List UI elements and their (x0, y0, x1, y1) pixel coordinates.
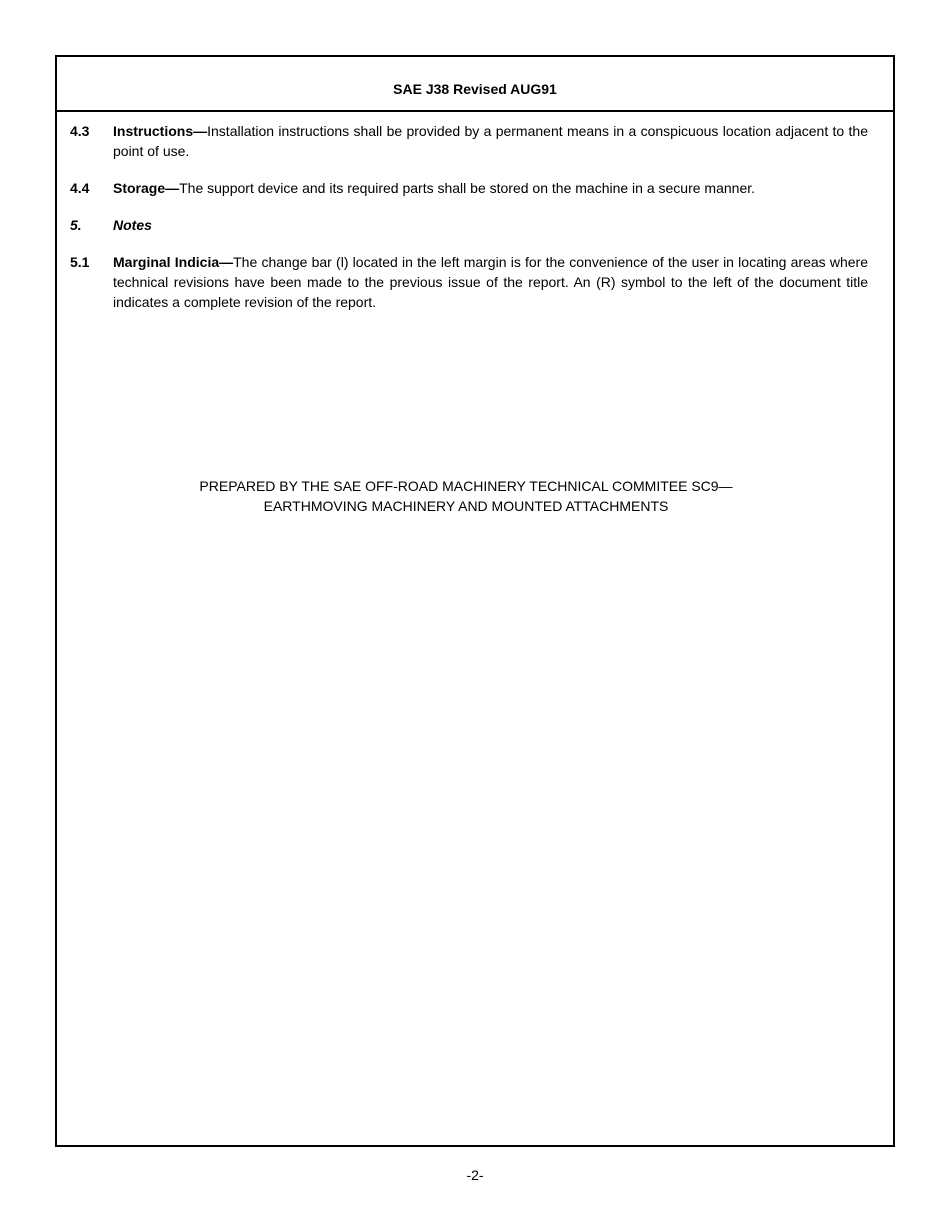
section-4-4 (70, 178, 868, 198)
document-title: SAE J38 Revised AUG91 (393, 81, 557, 97)
section-text: The change bar (l) located in the left margin is for the convenience of the user in locating areas where technical revisions have been made to the previous issue of the report. An (R) symbol to the left of the document title indicates a complete revision of the report. (113, 254, 868, 310)
section-heading: Instructions— (113, 123, 208, 139)
page-frame (55, 55, 895, 1147)
section-heading: Storage— (113, 180, 180, 196)
section-number: 4.3 (70, 123, 90, 139)
prepared-by-line-1: PREPARED BY THE SAE OFF-ROAD MACHINERY TECHNICAL COMMITEE SC9— (199, 478, 733, 494)
section-heading: Notes (113, 217, 152, 233)
document-body (70, 121, 868, 312)
section-5 (70, 215, 868, 235)
section-5-1 (70, 252, 868, 312)
prepared-by-line-2: EARTHMOVING MACHINERY AND MOUNTED ATTACHMENTS (263, 498, 669, 514)
section-number: 5.1 (70, 254, 90, 270)
section-heading: Marginal Indicia— (113, 254, 234, 270)
prepared-by-statement (57, 476, 875, 516)
section-text: Installation instructions shall be provided by a permanent means in a conspicuous location adjacent to the point of use. (113, 123, 868, 159)
page-number: -2- (466, 1167, 484, 1183)
section-number: 4.4 (70, 180, 90, 196)
section-4-3 (70, 121, 868, 161)
section-number: 5. (70, 217, 82, 233)
section-text: The support device and its required parts shall be stored on the machine in a secure manner. (179, 180, 756, 196)
document-header (57, 57, 893, 112)
